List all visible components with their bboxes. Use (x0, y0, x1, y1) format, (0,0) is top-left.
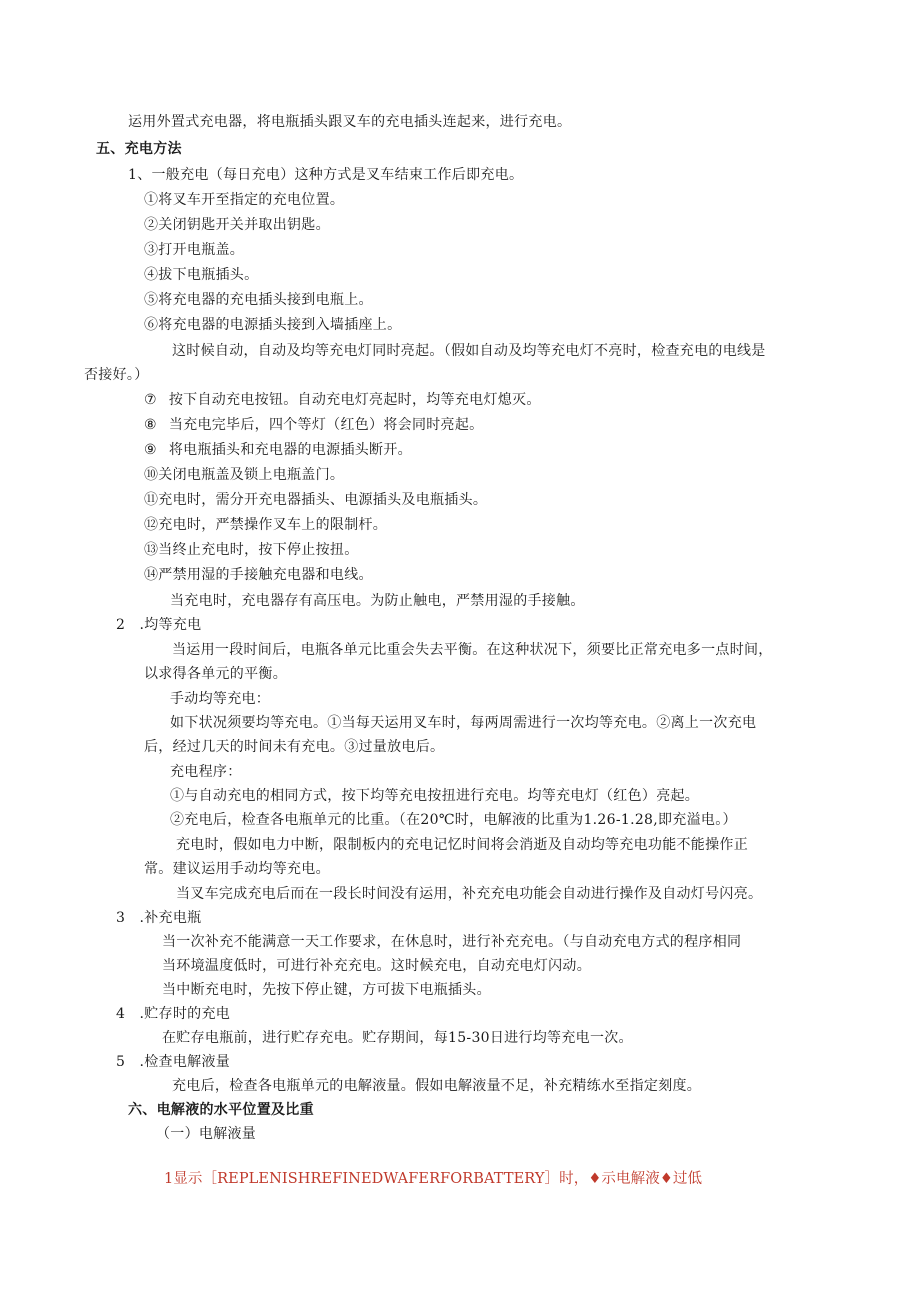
step-text: 当充电完毕后，四个等灯（红色）将会同时亮起。 (168, 417, 484, 433)
step-number: ⑨ (144, 442, 157, 458)
paragraph: 以求得各单元的平衡。 (144, 666, 287, 682)
step-item: ⑫充电时，严禁操作叉车上的限制杆。 (144, 517, 388, 533)
paragraph-label: 手动均等充电： (170, 691, 271, 707)
step-item: ⑤将充电器的充电插头接到电瓶上。 (144, 292, 373, 308)
paragraph: 当中断充电时，先按下停止键，方可拔下电瓶插头。 (162, 982, 491, 998)
step-item (144, 416, 483, 434)
step-item: ③打开电瓶盖。 (144, 242, 245, 258)
paragraph: 当环境温度低时，可进行补充充电。这时候充电，自动充电灯闪动。 (162, 958, 591, 974)
step-item: ⑭严禁用湿的手接触充电器和电线。 (144, 567, 373, 583)
paragraph: 否接好。） (84, 367, 149, 383)
paragraph: 运用外置式充电器，将电瓶插头跟叉车的充电插头连起来，进行充电。 (128, 114, 572, 130)
step-item: ②关闭钥匙开关并取出钥匙。 (144, 217, 330, 233)
step-item: ⑥将充电器的电源插头接到入墙插座上。 (144, 317, 402, 333)
paragraph: 在贮存电瓶前，进行贮存充电。贮存期间，每15-30日进行均等充电一次。 (162, 1030, 633, 1046)
step-number: ⑧ (144, 417, 157, 433)
step-item (144, 441, 412, 459)
subsection-heading: 5 .检查电解液量 (116, 1054, 231, 1070)
subsection-heading: 3 .补充电瓶 (116, 910, 202, 926)
step-text: 按下自动充电按钮。自动充电灯亮起时，均等充电灯熄灭。 (168, 392, 541, 408)
step-item: ①将叉车开至指定的充电位置。 (144, 192, 345, 208)
step-number: ⑦ (144, 392, 157, 408)
step-item: ④拔下电瓶插头。 (144, 267, 259, 283)
paragraph: 这时候自动，自动及均等充电灯同时亮起。（假如自动及均等充电灯不亮时，检查充电的电线是 (172, 343, 766, 359)
step-item: ②充电后，检查各电瓶单元的比重。（在20℃时，电解液的比重为1.26-1.28,即充溢电。） (170, 812, 737, 828)
paragraph: 常。建议运用手动均等充电。 (144, 861, 330, 877)
step-text: 将电瓶插头和充电器的电源插头断开。 (168, 442, 412, 458)
paragraph-label: 充电程序： (170, 764, 242, 780)
subsection-heading: 4 .贮存时的充电 (116, 1006, 231, 1022)
step-item: ⑪充电时，需分开充电器插头、电源插头及电瓶插头。 (144, 492, 488, 508)
section-heading: 五、充电方法 (96, 141, 182, 157)
paragraph: 充电后，检查各电瓶单元的电解液量。假如电解液量不足，补充精练水至指定刻度。 (172, 1078, 702, 1094)
paragraph: 当叉车完成充电后而在一段长时间没有运用，补充充电功能会自动进行操作及自动灯号闪亮。 (176, 886, 763, 902)
step-item: ⑬当终止充电时，按下停止按扭。 (144, 542, 359, 558)
paragraph: 当一次补充不能满意一天工作要求，在休息时，进行补充充电。（与自动充电方式的程序相同 (162, 934, 742, 950)
step-item: ⑩关闭电瓶盖及锁上电瓶盖门。 (144, 467, 345, 483)
section-heading: 六、电解液的水平位置及比重 (128, 1102, 314, 1118)
paragraph: 如下状况须要均等充电。①当每天运用叉车时，每两周需进行一次均等充电。②离上一次充电 (170, 715, 757, 731)
subsection-heading: （一）电解液量 (156, 1126, 257, 1142)
paragraph: 后，经过几天的时间未有充电。③过量放电后。 (144, 739, 445, 755)
warning-note: 当充电时，充电器存有高压电。为防止触电，严禁用湿的手接触。 (170, 593, 585, 609)
paragraph: 充电时，假如电力中断，限制板内的充电记忆时间将会消逝及自动均等充电功能不能操作正 (176, 837, 748, 853)
subsection-heading: 2 .均等充电 (116, 617, 202, 633)
subsection-heading: 1、一般充电（每日充电）这种方式是叉车结束工作后即充电。 (128, 167, 524, 183)
highlight-note: 1显示［REPLENISHREFINEDWAFERFORBATTERY］时，♦示电解液♦过低 (164, 1171, 703, 1187)
step-item: ①与自动充电的相同方式，按下均等充电按扭进行充电。均等充电灯（红色）亮起。 (170, 788, 700, 804)
paragraph: 当运用一段时间后，电瓶各单元比重会失去平衡。在这种状况下，须要比正常充电多一点时间， (172, 642, 773, 658)
step-item (144, 391, 541, 409)
